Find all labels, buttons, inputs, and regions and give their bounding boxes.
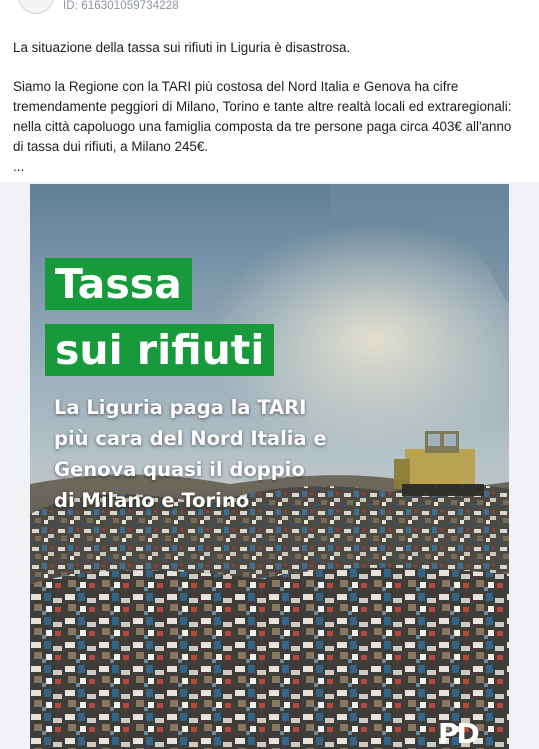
subheadline [54, 392, 354, 516]
post-paragraph-2: Siamo la Regione con la TARI più costosa del Nord Italia e Genova ha cifre tremendamente peggiori di Milano, Torino e tante altre realtà locali ed extraregionali: nella città capoluogo una famiglia composta da tre persone paga circa 403€ all'anno di tassa dui rifiuti, a Milano 245€. [13, 79, 512, 154]
subheadline-line: di Milano e Torino [54, 489, 250, 512]
post-id: ID: 616301059734228 [63, 0, 179, 12]
post-paragraph-1: La situazione della tassa sui rifiuti in Liguria è disastrosa. [13, 40, 351, 55]
subheadline-line: La Liguria paga la TARI [54, 396, 307, 419]
subheadline-line: Genova quasi il doppio [54, 458, 305, 481]
post-image[interactable] [30, 184, 509, 749]
headline-line-2: sui rifiuti [45, 324, 274, 376]
post-text [13, 38, 523, 177]
party-logo: PD [438, 717, 478, 749]
headline-line-1: Tassa [45, 258, 192, 310]
avatar[interactable] [18, 0, 54, 14]
see-more-ellipsis[interactable]: ... [13, 159, 25, 174]
subheadline-line: più cara del Nord Italia e [54, 427, 327, 450]
